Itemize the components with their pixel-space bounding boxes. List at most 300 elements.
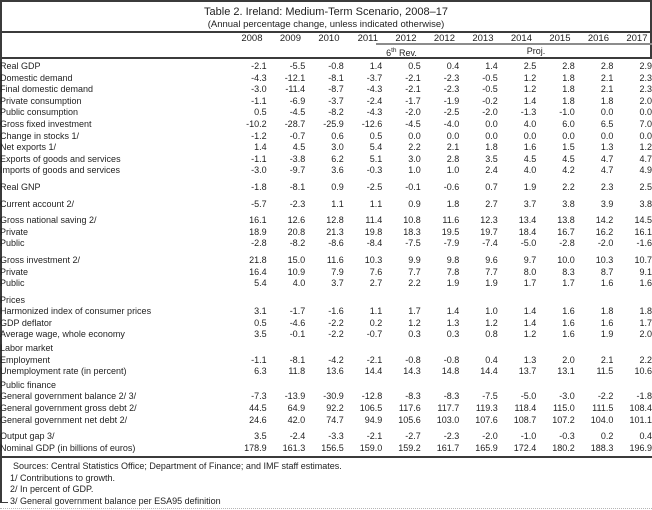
cell-value: 1.2 <box>523 84 537 95</box>
cell-value: 106.5 <box>359 403 383 414</box>
cell-value: 4.2 <box>562 165 575 176</box>
table-row <box>0 73 652 85</box>
cell-value: 18.4 <box>518 226 537 237</box>
cell-value <box>575 378 614 392</box>
row-label: Change in stocks 1/ <box>0 130 80 141</box>
cell-value: -1.7 <box>289 306 306 317</box>
cell-value: 0.0 <box>446 130 460 141</box>
cell-value: 6.0 <box>562 118 575 129</box>
footnote-2: 2/ In percent of GDP. <box>10 484 94 494</box>
cell-value <box>459 378 498 392</box>
year-column-headers <box>228 34 652 44</box>
cell-value <box>613 378 652 392</box>
cell-value: -4.0 <box>443 118 460 129</box>
cell-value: -2.8 <box>559 238 575 249</box>
cell-value: 12.3 <box>480 215 498 226</box>
cell-value: 0.3 <box>408 329 421 340</box>
cell-value: -28.7 <box>284 118 306 129</box>
cell-value: 11.6 <box>326 254 344 265</box>
row-label: General government balance 2/ 3/ <box>0 391 137 402</box>
cell-value: 1.0 <box>485 306 498 317</box>
row-label: Nominal GDP (in billions of euros) <box>0 442 136 453</box>
cell-value: -10.2 <box>246 118 267 129</box>
cell-value: 9.1 <box>639 266 652 277</box>
cell-value: 13.4 <box>518 215 537 226</box>
cell-value <box>382 378 421 392</box>
section-header-row <box>0 290 652 307</box>
cell-value: 101.1 <box>629 414 652 425</box>
cell-value: 14.4 <box>480 366 498 377</box>
cell-value: 1.6 <box>562 306 575 317</box>
cell-value: 3.6 <box>331 165 344 176</box>
cell-value: 10.3 <box>364 254 383 265</box>
cell-value: 10.8 <box>403 215 421 226</box>
cell-value: 0.4 <box>446 61 460 71</box>
cell-value: 6.3 <box>254 366 267 377</box>
cell-value: -0.6 <box>443 181 460 192</box>
page-bottom-rule <box>0 508 652 509</box>
year-header: 2010 <box>318 33 340 44</box>
cell-value: 18.9 <box>249 226 267 237</box>
cell-value: 11.4 <box>365 215 383 226</box>
cell-value: 1.2 <box>408 317 421 328</box>
cell-value: 0.0 <box>408 130 421 141</box>
cell-value: -0.8 <box>405 354 421 365</box>
cell-value: -2.3 <box>289 198 306 209</box>
cell-value: -2.1 <box>366 354 383 365</box>
table-row <box>0 165 652 177</box>
cell-value: 1.6 <box>562 317 575 328</box>
cell-value: -2.1 <box>405 72 421 83</box>
cell-value: 1.4 <box>254 142 267 153</box>
cell-value: -2.8 <box>251 238 267 249</box>
row-label: Gross national saving 2/ <box>0 215 97 226</box>
cell-value: -6.9 <box>289 95 306 106</box>
cell-value: -0.3 <box>366 165 383 176</box>
cell-value <box>228 341 267 355</box>
cell-value: 3.7 <box>523 198 537 209</box>
table-row <box>0 107 652 119</box>
table-row <box>0 177 652 194</box>
cell-value: 0.9 <box>408 198 421 209</box>
cell-value: 2.2 <box>639 354 652 365</box>
cell-value: -4.6 <box>289 317 306 328</box>
cell-value: 0.5 <box>254 107 267 118</box>
cell-value: -2.1 <box>251 61 267 71</box>
cell-value: 1.8 <box>562 72 575 83</box>
cell-value: 3.5 <box>485 153 498 164</box>
cell-value: 1.0 <box>446 165 460 176</box>
table-row <box>0 329 652 341</box>
cell-value: 2.0 <box>639 329 652 340</box>
cell-value: -8.2 <box>289 238 306 249</box>
table-title: Table 2. Ireland: Medium-Term Scenario, 2008–17 <box>204 6 448 18</box>
cell-value: -2.2 <box>328 317 344 328</box>
cell-value: 8.7 <box>600 266 614 277</box>
cell-value: 1.9 <box>485 278 498 289</box>
cell-value: 14.5 <box>634 215 652 226</box>
cell-value: 2.3 <box>639 84 652 95</box>
cell-value: 13.7 <box>518 366 537 377</box>
cell-value: 0.2 <box>600 431 614 442</box>
cell-value: 180.2 <box>552 442 575 453</box>
cell-value: -8.4 <box>366 238 383 249</box>
table-row <box>0 154 652 166</box>
cell-value: 11.5 <box>596 366 614 377</box>
cell-value: -5.0 <box>520 391 537 402</box>
cell-value: 107.2 <box>552 414 575 425</box>
table-row <box>0 306 652 318</box>
cell-value: 178.9 <box>244 442 267 453</box>
row-label: Final domestic demand <box>0 84 94 95</box>
cell-value: -5.0 <box>520 238 537 249</box>
row-label: Public <box>0 238 25 249</box>
table-subtitle: (Annual percentage change, unless indicated otherwise) <box>207 19 445 30</box>
cell-value: 2.8 <box>562 61 575 71</box>
cell-value: -7.3 <box>251 391 267 402</box>
cell-value: 11.6 <box>442 215 460 226</box>
cell-value: 0.5 <box>254 317 267 328</box>
cell-value: -1.3 <box>520 107 537 118</box>
cell-value: -2.0 <box>482 431 498 442</box>
cell-value: -3.8 <box>289 153 306 164</box>
cell-value: -1.8 <box>636 391 652 402</box>
cell-value: 1.1 <box>369 306 383 317</box>
row-label: Labor market <box>0 343 54 354</box>
footnote-1: 1/ Contributions to growth. <box>10 472 116 483</box>
row-label: Private consumption <box>0 95 82 106</box>
cell-value <box>228 378 267 392</box>
cell-value: 172.4 <box>513 442 537 453</box>
cell-value: 2.3 <box>639 72 652 83</box>
cell-value: 6.2 <box>331 153 344 164</box>
cell-value <box>613 341 652 355</box>
cell-value: 0.7 <box>485 181 498 192</box>
cell-value: -0.8 <box>443 354 460 365</box>
cell-value: 2.8 <box>600 61 614 71</box>
table-row <box>0 366 652 378</box>
cell-value: 7.8 <box>446 266 460 277</box>
cell-value: -1.0 <box>559 107 575 118</box>
cell-value: -25.9 <box>323 118 344 129</box>
cell-value: 5.4 <box>369 142 383 153</box>
cell-value <box>459 290 498 307</box>
cell-value: -2.1 <box>405 84 421 95</box>
table-row <box>0 61 652 73</box>
cell-value: -0.2 <box>482 95 498 106</box>
cell-value: -1.0 <box>520 431 537 442</box>
cell-value: -7.9 <box>443 238 460 249</box>
cell-value: 1.4 <box>523 317 537 328</box>
year-header: 2013 <box>472 33 494 44</box>
section-header-row <box>0 378 652 392</box>
cell-value: 13.8 <box>557 215 575 226</box>
cell-value: 4.7 <box>639 153 652 164</box>
cell-value <box>536 378 575 392</box>
cell-value: 1.6 <box>600 278 614 289</box>
cell-value: 3.8 <box>562 198 575 209</box>
cell-value: -3.7 <box>328 95 344 106</box>
cell-value: -2.7 <box>405 431 421 442</box>
cell-value: 1.2 <box>639 142 652 153</box>
section-header-row <box>0 341 652 355</box>
cell-value: 10.3 <box>595 254 614 265</box>
header-separator-rule <box>0 57 652 59</box>
cell-value <box>421 378 460 392</box>
cell-value <box>421 290 460 307</box>
cell-value: -2.0 <box>482 107 498 118</box>
cell-value <box>613 290 652 307</box>
cell-value: 1.7 <box>523 278 537 289</box>
cell-value: 7.7 <box>408 266 421 277</box>
cell-value: -8.3 <box>405 391 421 402</box>
row-label: Domestic demand <box>0 72 73 83</box>
cell-value: 0.3 <box>446 329 460 340</box>
cell-value: 2.5 <box>523 61 537 71</box>
table-row <box>0 391 652 403</box>
cell-value <box>421 341 460 355</box>
row-label: Gross fixed investment <box>0 118 92 129</box>
table-row <box>0 119 652 131</box>
cell-value: 8.3 <box>562 266 575 277</box>
cell-value: -8.2 <box>328 107 344 118</box>
cell-value: 16.4 <box>249 266 267 277</box>
row-label: Imports of goods and services <box>0 165 121 176</box>
cell-value: -0.7 <box>289 130 306 141</box>
cell-value: 1.4 <box>523 306 537 317</box>
table-row <box>0 131 652 143</box>
cell-value: -7.4 <box>482 238 498 249</box>
cell-value: 0.0 <box>485 118 498 129</box>
cell-value: -1.1 <box>251 95 267 106</box>
table-row <box>0 250 652 267</box>
row-label: Employment <box>0 354 51 365</box>
cell-value: -2.3 <box>443 84 460 95</box>
cell-value <box>305 378 344 392</box>
cell-value: 8.0 <box>523 266 537 277</box>
cell-value <box>228 290 267 307</box>
year-header: 2016 <box>587 33 609 44</box>
cell-value: -11.4 <box>285 84 306 95</box>
cell-value <box>498 341 537 355</box>
cell-value <box>459 341 498 355</box>
cell-value: 16.2 <box>595 226 614 237</box>
row-label: General government gross debt 2/ <box>0 403 137 414</box>
row-label: General government net debt 2/ <box>0 414 128 425</box>
sources-note: Sources: Central Statistics Office; Department of Finance; and IMF staff estimates. <box>13 461 342 471</box>
cell-value: 1.1 <box>331 198 344 209</box>
cell-value: 4.5 <box>562 153 575 164</box>
cell-value: 1.2 <box>485 317 498 328</box>
cell-value <box>382 290 421 307</box>
cell-value: 118.4 <box>514 403 537 414</box>
cell-value: 117.7 <box>437 403 460 414</box>
cell-value: -4.3 <box>366 84 383 95</box>
cell-value: 2.8 <box>446 153 460 164</box>
cell-value: 9.7 <box>523 254 537 265</box>
cell-value: -1.1 <box>251 153 267 164</box>
cell-value: -8.1 <box>289 181 306 192</box>
table-row <box>0 238 652 250</box>
cell-value: 0.0 <box>600 130 614 141</box>
cell-value <box>344 341 383 355</box>
cell-value: -8.1 <box>289 354 306 365</box>
cell-value: 92.2 <box>326 403 344 414</box>
cell-value: 4.7 <box>600 165 614 176</box>
cell-value: 1.9 <box>523 181 537 192</box>
cell-value: 1.0 <box>408 165 421 176</box>
cell-value: -4.3 <box>366 107 383 118</box>
cell-value: 1.3 <box>523 354 537 365</box>
cell-value: 159.2 <box>398 442 421 453</box>
cell-value <box>536 341 575 355</box>
cell-value: -2.5 <box>366 181 383 192</box>
cell-value: -4.5 <box>405 118 421 129</box>
cell-value: 2.7 <box>485 198 498 209</box>
row-label: Real GNP <box>0 181 41 192</box>
cell-value <box>344 378 383 392</box>
cell-value: 1.6 <box>562 329 575 340</box>
table-row <box>0 96 652 108</box>
row-label: Unemployment rate (in percent) <box>0 366 127 377</box>
table-row <box>0 84 652 96</box>
cell-value: -8.3 <box>443 391 460 402</box>
cell-value: 14.4 <box>364 366 383 377</box>
table-row <box>0 267 652 279</box>
cell-value: 1.8 <box>600 95 614 106</box>
row-label: Average wage, whole economy <box>0 329 125 340</box>
cell-value <box>536 290 575 307</box>
cell-value: 108.7 <box>513 414 537 425</box>
cell-value: 1.7 <box>639 317 652 328</box>
cell-value: 5.1 <box>369 153 383 164</box>
cell-value: -2.3 <box>443 431 460 442</box>
cell-value: 1.4 <box>446 306 460 317</box>
row-label: Public consumption <box>0 107 79 118</box>
cell-value: -7.5 <box>405 238 421 249</box>
cell-value: 103.0 <box>436 414 460 425</box>
cell-value: 1.4 <box>523 95 537 106</box>
cell-value: -0.8 <box>328 61 344 71</box>
cell-value: 1.7 <box>408 306 421 317</box>
cell-value: -9.7 <box>289 165 306 176</box>
cell-value: 0.5 <box>408 61 421 71</box>
cell-value: 9.6 <box>485 254 498 265</box>
cell-value: 20.8 <box>287 226 306 237</box>
year-header: 2015 <box>549 33 571 44</box>
cell-value: 1.6 <box>600 317 614 328</box>
cell-value: 1.5 <box>562 142 575 153</box>
cell-value: 16.1 <box>634 226 652 237</box>
cell-value: -1.8 <box>251 181 267 192</box>
cell-value: 117.6 <box>398 403 421 414</box>
cell-value: 1.9 <box>600 329 614 340</box>
cell-value: 2.1 <box>600 84 614 95</box>
cell-value <box>305 341 344 355</box>
cell-value: 1.8 <box>485 142 498 153</box>
cell-value: -1.9 <box>443 95 460 106</box>
row-label: Current account 2/ <box>0 198 75 209</box>
cell-value: -1.6 <box>636 238 652 249</box>
row-label: Real GDP <box>0 61 41 71</box>
row-label: Prices <box>0 294 26 305</box>
cell-value: 21.3 <box>326 226 344 237</box>
cell-value: -2.2 <box>328 329 344 340</box>
cell-value: 2.5 <box>639 181 652 192</box>
cell-value: 0.0 <box>639 107 652 118</box>
year-header: 2008 <box>241 33 263 44</box>
cell-value: 1.2 <box>523 72 537 83</box>
cell-value: 7.9 <box>331 266 344 277</box>
cell-value: -4.5 <box>289 107 306 118</box>
row-label: Private <box>0 226 29 237</box>
cell-value: -2.5 <box>443 107 460 118</box>
cell-value: 19.5 <box>441 226 460 237</box>
cell-value: 4.0 <box>523 165 537 176</box>
cell-value: 3.8 <box>639 198 652 209</box>
cell-value: -2.4 <box>289 431 306 442</box>
cell-value: 11.8 <box>288 366 306 377</box>
cell-value: 13.1 <box>557 366 575 377</box>
cell-value: 2.1 <box>600 72 614 83</box>
cell-value: 188.3 <box>590 442 614 453</box>
cell-value: 115.0 <box>552 403 575 414</box>
table-row <box>0 355 652 367</box>
cell-value: 10.0 <box>557 254 575 265</box>
cell-value: 7.6 <box>369 266 383 277</box>
cell-value: 0.4 <box>485 354 498 365</box>
cell-value: -7.5 <box>482 391 498 402</box>
cell-value: -5.5 <box>289 61 306 71</box>
footnote-3: 3/ General government balance per ESA95 definition <box>10 495 221 506</box>
cell-value: 0.0 <box>562 130 575 141</box>
cell-value: 1.1 <box>369 198 383 209</box>
cell-value: -30.9 <box>323 391 344 402</box>
cell-value: -1.7 <box>405 95 421 106</box>
year-header: 2009 <box>279 33 301 44</box>
year-header: 2012 <box>433 33 455 44</box>
row-label: Public finance <box>0 379 57 390</box>
cell-value: 3.1 <box>254 306 267 317</box>
cell-value: 15.0 <box>287 254 306 265</box>
table-row <box>0 227 652 239</box>
cell-value <box>498 290 537 307</box>
table-row <box>0 426 652 443</box>
cell-value: 2.9 <box>639 61 652 71</box>
cell-value <box>267 378 306 392</box>
cell-value: 1.8 <box>600 306 614 317</box>
cell-value: 1.8 <box>446 198 460 209</box>
cell-value: -12.8 <box>361 391 383 402</box>
cell-value: 1.4 <box>485 61 498 71</box>
year-header: 2012 <box>395 33 417 44</box>
cell-value: 10.7 <box>634 254 652 265</box>
cell-value: 2.2 <box>562 181 575 192</box>
cell-value: 1.6 <box>639 278 652 289</box>
cell-value: -1.6 <box>328 306 344 317</box>
cell-value: 1.2 <box>523 329 537 340</box>
cell-value: 2.1 <box>446 142 460 153</box>
table-row <box>0 278 652 290</box>
cell-value: 1.9 <box>446 278 460 289</box>
projection-subheader: Proj. <box>526 46 546 56</box>
cell-value <box>305 290 344 307</box>
table-top-border <box>2 0 652 2</box>
cell-value: -0.1 <box>405 181 421 192</box>
cell-value: 1.8 <box>562 84 575 95</box>
cell-value: 4.5 <box>292 142 306 153</box>
cell-value: 1.6 <box>523 142 537 153</box>
